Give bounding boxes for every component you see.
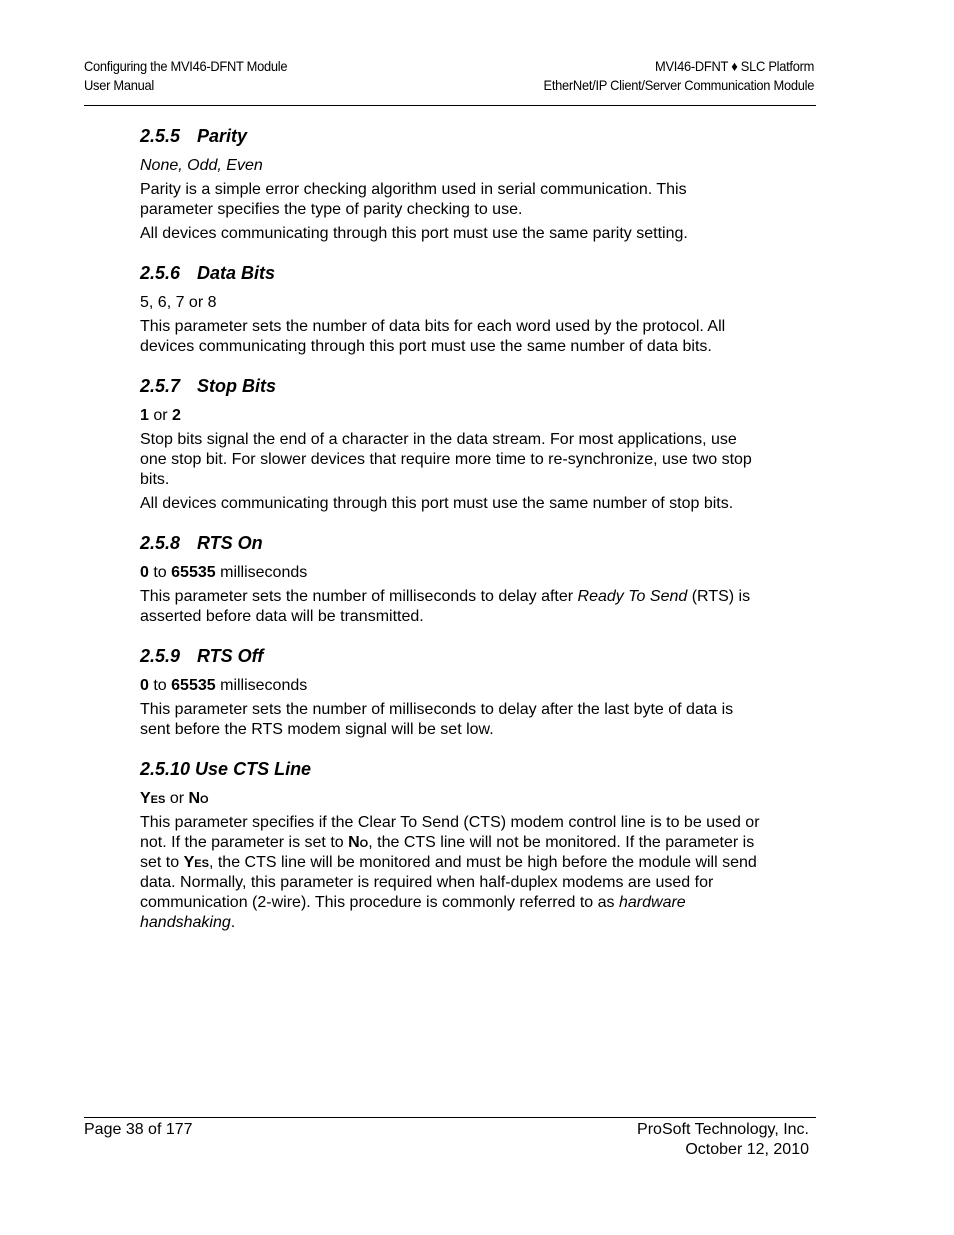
section-use-cts-line [140,758,760,933]
header-left [84,57,287,95]
section-heading [140,375,760,397]
section-title: Stop Bits [197,376,276,396]
emphasis-term: Ready To Send [577,588,688,605]
range-max: 65535 [171,564,216,581]
section-heading [140,125,760,147]
section-title: Parity [197,126,248,146]
header-doc-type: User Manual [84,77,154,93]
publish-date: October 12, 2010 [685,1141,809,1158]
section-number: 2.5.7 [140,376,181,396]
paragraph: Parity is a simple error checking algorithm used in serial communication. This parameter specifies the type of parity checking to use. [140,181,687,218]
header-doc-title: Configuring the MVI46-DFNT Module [84,58,288,74]
header-divider [84,105,816,106]
keyword-yes: Yes [183,854,209,871]
paragraph: Stop bits signal the end of a character in the data stream. For most applications, use one stop bit. For slower devices that require more time to re-synchronize, use two stop bits. [140,431,752,488]
header-right [543,57,814,95]
section-data-bits [140,262,760,357]
value-range [140,563,760,583]
parity-values: None, Odd, Even [140,157,263,174]
section-number: 2.5.8 [140,533,181,553]
section-title: Data Bits [197,263,276,283]
section-title: RTS On [197,533,263,553]
page-number: Page 38 of 177 [84,1121,193,1138]
range-to: to [153,677,167,694]
section-heading [140,758,760,780]
paragraph [140,813,760,933]
range-min: 0 [140,677,149,694]
range-or: or [153,407,168,424]
section-title: RTS Off [197,646,264,666]
section-rts-on [140,532,760,627]
paragraph-text: (RTS) is asserted before data will be transmitted. [140,588,751,625]
value-range [140,676,760,696]
range-value-1: Yes [140,790,166,807]
section-heading [140,645,760,667]
page-content [140,125,760,951]
paragraph-text: This parameter specifies if the Clear To Send (CTS) modem control line is to be used or not. If the parameter is set to [140,814,760,851]
emphasis-term: hardware handshaking [140,894,686,931]
section-number: 2.5.5 [140,126,181,146]
paragraph-text: . [230,914,236,931]
paragraph: This parameter sets the number of data bits for each word used by the protocol. All devices communicating through this port must use the same number of data bits. [140,318,726,355]
range-unit: milliseconds [220,564,308,581]
range-value-2: No [188,790,209,807]
footer-left [84,1120,193,1140]
range-value-2: 2 [172,407,181,424]
paragraph: This parameter sets the number of milliseconds to delay after the last byte of data is sent before the RTS modem signal will be set low. [140,701,734,738]
section-number: 2.5.9 [140,646,181,666]
range-min: 0 [140,564,149,581]
section-rts-off [140,645,760,740]
value-range: 5, 6, 7 or 8 [140,294,217,311]
paragraph-text: , the CTS line will not be monitored. If the parameter is set to [140,834,755,871]
header-platform: MVI46-DFNT ♦ SLC Platform [654,58,814,74]
footer-divider [84,1117,816,1118]
footer-right [637,1120,809,1160]
paragraph [140,587,760,627]
company-name: ProSoft Technology, Inc. [637,1121,809,1138]
paragraph: All devices communicating through this port must use the same parity setting. [140,225,688,242]
paragraph-text: , the CTS line will be monitored and must be high before the module will send data. Normally, this parameter is required when half-duplex modems are used for communication (2-wire). This procedure is commonly referred to as [140,854,757,911]
value-range [140,156,760,176]
range-or: or [169,790,185,807]
keyword-no: No [348,834,369,851]
header-module: EtherNet/IP Client/Server Communication Module [543,77,814,93]
range-to: to [153,564,167,581]
section-heading [140,262,760,284]
paragraph-text: This parameter sets the number of milliseconds to delay after [140,588,574,605]
section-parity [140,125,760,244]
section-number: 2.5.6 [140,263,181,283]
value-range [140,406,760,426]
section-stop-bits [140,375,760,514]
section-heading [140,532,760,554]
range-value-1: 1 [140,407,149,424]
paragraph: All devices communicating through this port must use the same number of stop bits. [140,495,734,512]
section-number: 2.5.10 [140,759,191,779]
value-range [140,789,760,809]
range-max: 65535 [171,677,216,694]
range-unit: milliseconds [220,677,308,694]
section-title: Use CTS Line [195,759,312,779]
